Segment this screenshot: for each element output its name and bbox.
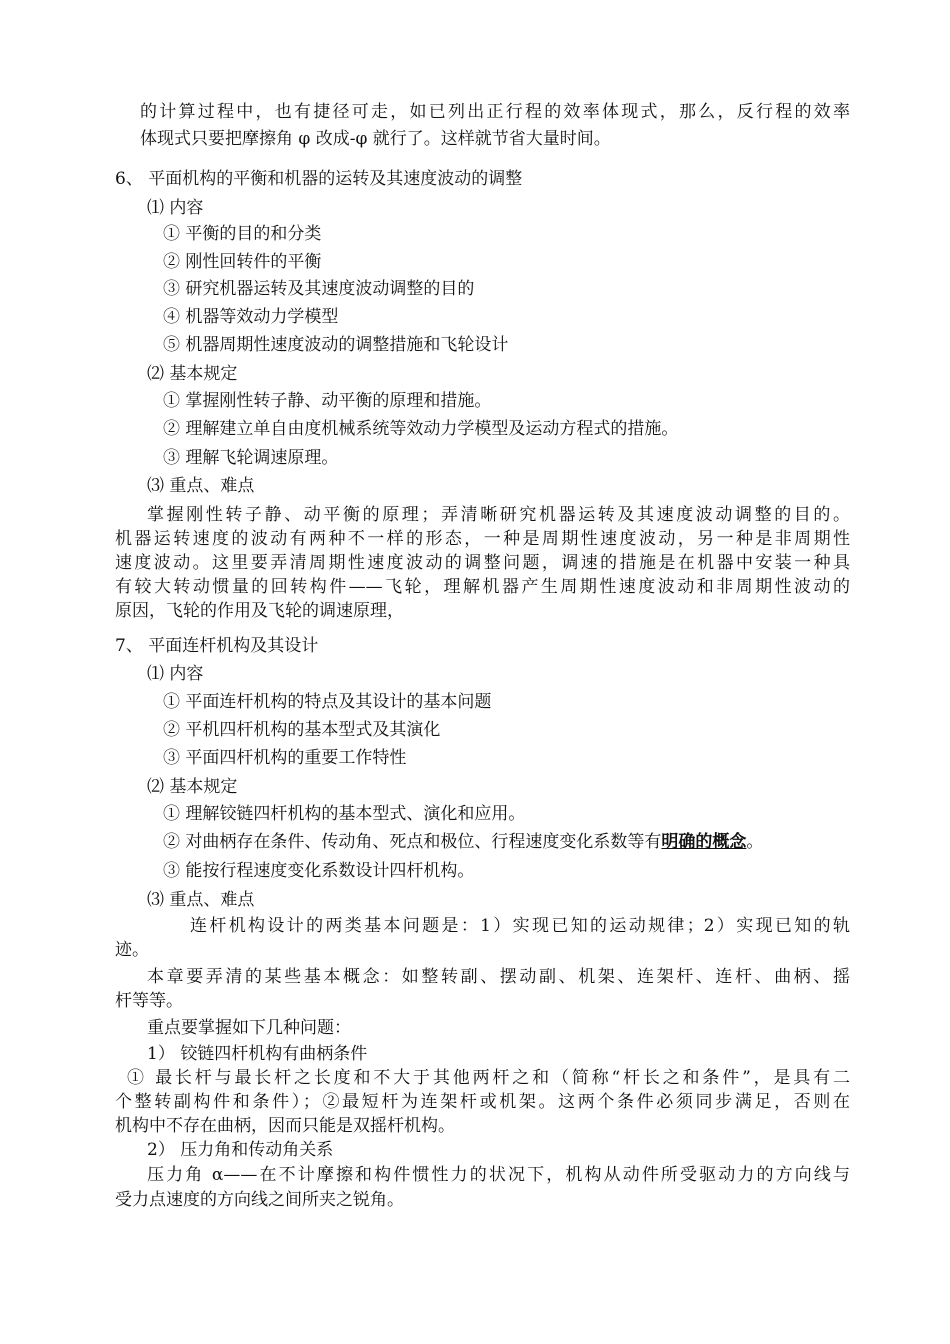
emphasized-text: 明确的概念 xyxy=(661,832,747,852)
subsection-heading: ⑵ 基本规定 xyxy=(147,777,238,797)
paragraph-line: 个整转副构件和条件）；②最短杆为连架杆或机架。这两个条件必须同步满足，否则在 xyxy=(115,1092,850,1112)
subsection-heading: ⑴ 内容 xyxy=(147,664,204,684)
paragraph-line: 机器运转速度的波动有两种不一样的形态，一种是周期性速度波动，另一种是非周期性 xyxy=(115,529,850,549)
paragraph-line: 速度波动。这里要弄清周期性速度波动的调整问题，调速的措施是在机器中安装一种具 xyxy=(115,553,850,573)
subsection-heading: ⑴ 内容 xyxy=(147,198,204,218)
paragraph-line: ① 最长杆与最长杆之长度和不大于其他两杆之和（简称“杆长之和条件”，是具有二 xyxy=(127,1068,850,1088)
paragraph-line: 受力点速度的方向线之间所夹之锐角。 xyxy=(115,1190,404,1210)
paragraph-line: 迹。 xyxy=(115,940,149,960)
paragraph-line: 的计算过程中，也有捷径可走，如已列出正行程的效率体现式，那么，反行程的效率 xyxy=(140,102,850,122)
list-item: ③ 理解飞轮调速原理。 xyxy=(163,448,339,468)
paragraph-line: 体现式只要把摩擦角 φ 改成-φ 就行了。这样就节省大量时间。 xyxy=(140,129,611,149)
list-item-text: ② 对曲柄存在条件、传动角、死点和极位、行程速度变化系数等有 xyxy=(163,832,662,852)
list-item: ① 平衡的目的和分类 xyxy=(163,224,322,244)
list-item: ③ 能按行程速度变化系数设计四杆机构。 xyxy=(163,861,475,881)
list-item: ③ 研究机器运转及其速度波动调整的目的 xyxy=(163,279,475,299)
list-item xyxy=(163,830,763,854)
subsection-heading: ⑶ 重点、难点 xyxy=(147,476,255,496)
paragraph-line: 本章要弄清的某些基本概念：如整转副、摆动副、机架、连架杆、连杆、曲柄、摇 xyxy=(147,967,850,987)
paragraph-line: 压力角 α——在不计摩擦和构件惯性力的状况下，机构从动件所受驱动力的方向线与 xyxy=(147,1165,850,1185)
list-item: ① 平面连杆机构的特点及其设计的基本问题 xyxy=(163,692,492,712)
list-item: ③ 平面四杆机构的重要工作特性 xyxy=(163,748,407,768)
paragraph-line: 重点要掌握如下几种问题： xyxy=(147,1018,351,1038)
paragraph-line: 连杆机构设计的两类基本问题是：1）实现已知的运动规律；2）实现已知的轨 xyxy=(190,916,850,936)
list-item: ② 刚性回转件的平衡 xyxy=(163,252,322,272)
paragraph-line: 机构中不存在曲柄，因而只能是双摇杆机构。 xyxy=(115,1116,455,1136)
subsection-heading: ⑶ 重点、难点 xyxy=(147,890,255,910)
list-item: ① 掌握刚性转子静、动平衡的原理和措施。 xyxy=(163,391,492,411)
list-item: ② 平机四杆机构的基本型式及其演化 xyxy=(163,720,441,740)
list-item: ① 理解铰链四杆机构的基本型式、演化和应用。 xyxy=(163,804,526,824)
paragraph-line: 有较大转动惯量的回转构件——飞轮，理解机器产生周期性速度波动和非周期性波动的 xyxy=(115,577,850,597)
list-item: ② 理解建立单自由度机械系统等效动力学模型及运动方程式的措施。 xyxy=(163,419,679,439)
list-item-text: 。 xyxy=(746,832,764,852)
subsection-heading: ⑵ 基本规定 xyxy=(147,364,238,384)
section-heading-6: 6、 平面机构的平衡和机器的运转及其速度波动的调整 xyxy=(115,169,523,189)
paragraph-line: 原因，飞轮的作用及飞轮的调速原理， xyxy=(115,601,404,621)
list-item: ④ 机器等效动力学模型 xyxy=(163,307,339,327)
paragraph-line: 杆等等。 xyxy=(115,991,183,1011)
paragraph-line: 1） 铰链四杆机构有曲柄条件 xyxy=(147,1044,368,1064)
section-heading-7: 7、 平面连杆机构及其设计 xyxy=(115,636,319,656)
list-item: ⑤ 机器周期性速度波动的调整措施和飞轮设计 xyxy=(163,335,509,355)
paragraph-line: 2） 压力角和传动角关系 xyxy=(147,1140,334,1160)
paragraph-line: 掌握刚性转子静、动平衡的原理；弄清晰研究机器运转及其速度波动调整的目的。 xyxy=(147,505,850,525)
